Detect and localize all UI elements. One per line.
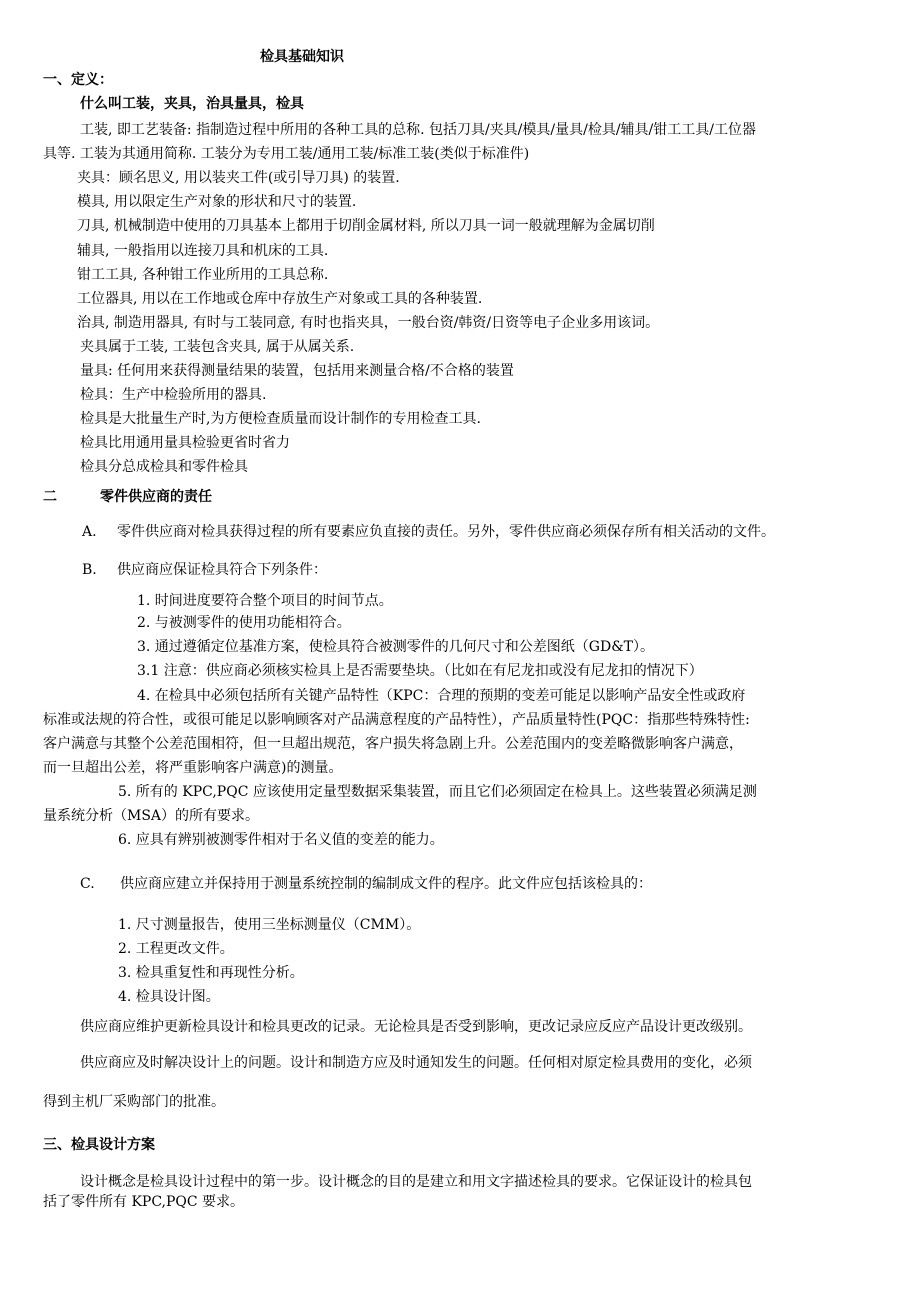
list-item: 1. 尺寸测量报告，使用三坐标测量仪（CMM）。 <box>118 917 421 933</box>
list-item-4-line: 标准或法规的符合性，或很可能足以影响顾客对产品满意程度的产品特性），产品质量特性(PQC：指那些特殊特性: <box>43 712 750 728</box>
list-item: 1. 时间进度要符合整个项目的时间节点。 <box>137 593 393 609</box>
paragraph-line: 量具: 任何用来获得测量结果的装置，包括用来测量合格/不合格的装置 <box>80 363 514 379</box>
paragraph-line: 治具, 制造用器具, 有时与工装同意, 有时也指夹具，一般台资/韩资/日资等电子企业多用该词。 <box>77 315 660 331</box>
item-c-text: 供应商应建立并保持用于测量系统控制的编制成文件的程序。此文件应包括该检具的： <box>120 876 652 892</box>
list-item: 4. 检具设计图。 <box>118 989 220 1005</box>
paragraph-line: 夹具：顾名思义, 用以装夹工件(或引导刀具) 的装置. <box>77 170 400 186</box>
paragraph-line: 夹具属于工装, 工装包含夹具, 属于从属关系. <box>80 339 355 355</box>
item-b-label: B. <box>82 562 97 578</box>
list-item: 3. 检具重复性和再现性分析。 <box>118 965 304 981</box>
list-item-4-line: 客户满意与其整个公差范围相符，但一旦超出规范，客户损失将急剧上升。公差范围内的变差略微影响客户满意， <box>43 736 743 752</box>
section-2-heading: 零件供应商的责任 <box>100 489 212 505</box>
section-1-heading: 一、定义： <box>43 72 113 88</box>
paragraph-line: 设计概念是检具设计过程中的第一步。设计概念的目的是建立和用文字描述检具的要求。它保证设计的检具包 <box>80 1174 752 1190</box>
paragraph-line: 检具：生产中检验所用的器具. <box>80 387 267 403</box>
section-3-heading: 三、检具设计方案 <box>43 1137 155 1153</box>
paragraph-line: 刀具, 机械制造中使用的刀具基本上都用于切削金属材料, 所以刀具一词一般就理解为金属切削 <box>77 218 655 234</box>
paragraph-line: 检具比用通用量具检验更省时省力 <box>80 435 290 451</box>
list-item-5-line: 量系统分析（MSA）的所有要求。 <box>43 808 260 824</box>
list-item: 3. 通过遵循定位基准方案，使检具符合被测零件的几何尺寸和公差图纸（GD&T）。 <box>137 639 655 655</box>
paragraph-line: 检具分总成检具和零件检具 <box>80 459 248 475</box>
item-a-label: A. <box>82 524 97 540</box>
list-item: 2. 工程更改文件。 <box>118 941 234 957</box>
document-title: 检具基础知识 <box>260 49 344 65</box>
item-c-label: C. <box>80 876 95 892</box>
paragraph-line: 括了零件所有 KPC,PQC 要求。 <box>43 1194 245 1210</box>
item-b-text: 供应商应保证检具符合下列条件： <box>117 562 327 578</box>
paragraph-line: 辅具, 一般指用以连接刀具和机床的工具. <box>77 243 329 259</box>
list-item-4-line: 而一旦超出公差，将严重影响客户满意)的测量。 <box>43 760 343 776</box>
section-1-subheading: 什么叫工装，夹具，治具量具，检具 <box>80 96 304 112</box>
list-item-4-line: 4. 在检具中必须包括所有关键产品特性（KPC：合理的预期的变差可能足以影响产品安全性或政府 <box>137 688 746 704</box>
section-2-number: 二 <box>43 489 57 505</box>
paragraph-line: 检具是大批量生产时,为方便检查质量而设计制作的专用检查工具. <box>80 411 481 427</box>
paragraph-line: 工位器具, 用以在工作地或仓库中存放生产对象或工具的各种装置. <box>77 291 483 307</box>
paragraph-line: 具等. 工装为其通用简称. 工装分为专用工装/通用工装/标准工装(类似于标准件) <box>43 146 530 162</box>
paragraph-line: 工装, 即工艺装备: 指制造过程中所用的各种工具的总称. 包括刀具/夹具/模具/量具/检具/辅具/钳工工具/工位器 <box>80 122 756 138</box>
paragraph-line: 钳工工具, 各种钳工作业所用的工具总称. <box>77 267 329 283</box>
item-a-text: 零件供应商对检具获得过程的所有要素应负直接的责任。另外，零件供应商必须保存所有相关活动的文件。 <box>117 524 775 540</box>
paragraph-line: 得到主机厂采购部门的批准。 <box>43 1094 225 1110</box>
list-item: 3.1 注意：供应商必须核实检具上是否需要垫块。（比如在有尼龙扣或没有尼龙扣的情况下） <box>137 663 703 679</box>
paragraph-line: 供应商应维护更新检具设计和检具更改的记录。无论检具是否受到影响，更改记录应反应产品设计更改级别。 <box>80 1019 752 1035</box>
list-item-6: 6. 应具有辨别被测零件相对于名义值的变差的能力。 <box>118 832 444 848</box>
paragraph-line: 供应商应及时解决设计上的问题。设计和制造方应及时通知发生的问题。任何相对原定检具费用的变化，必须 <box>80 1055 752 1071</box>
list-item: 2. 与被测零件的使用功能相符合。 <box>137 615 351 631</box>
paragraph-line: 模具, 用以限定生产对象的形状和尺寸的装置. <box>77 194 357 210</box>
list-item-5-line: 5. 所有的 KPC,PQC 应该使用定量型数据采集装置，而且它们必须固定在检具上。这些装置必须满足测 <box>118 784 757 800</box>
